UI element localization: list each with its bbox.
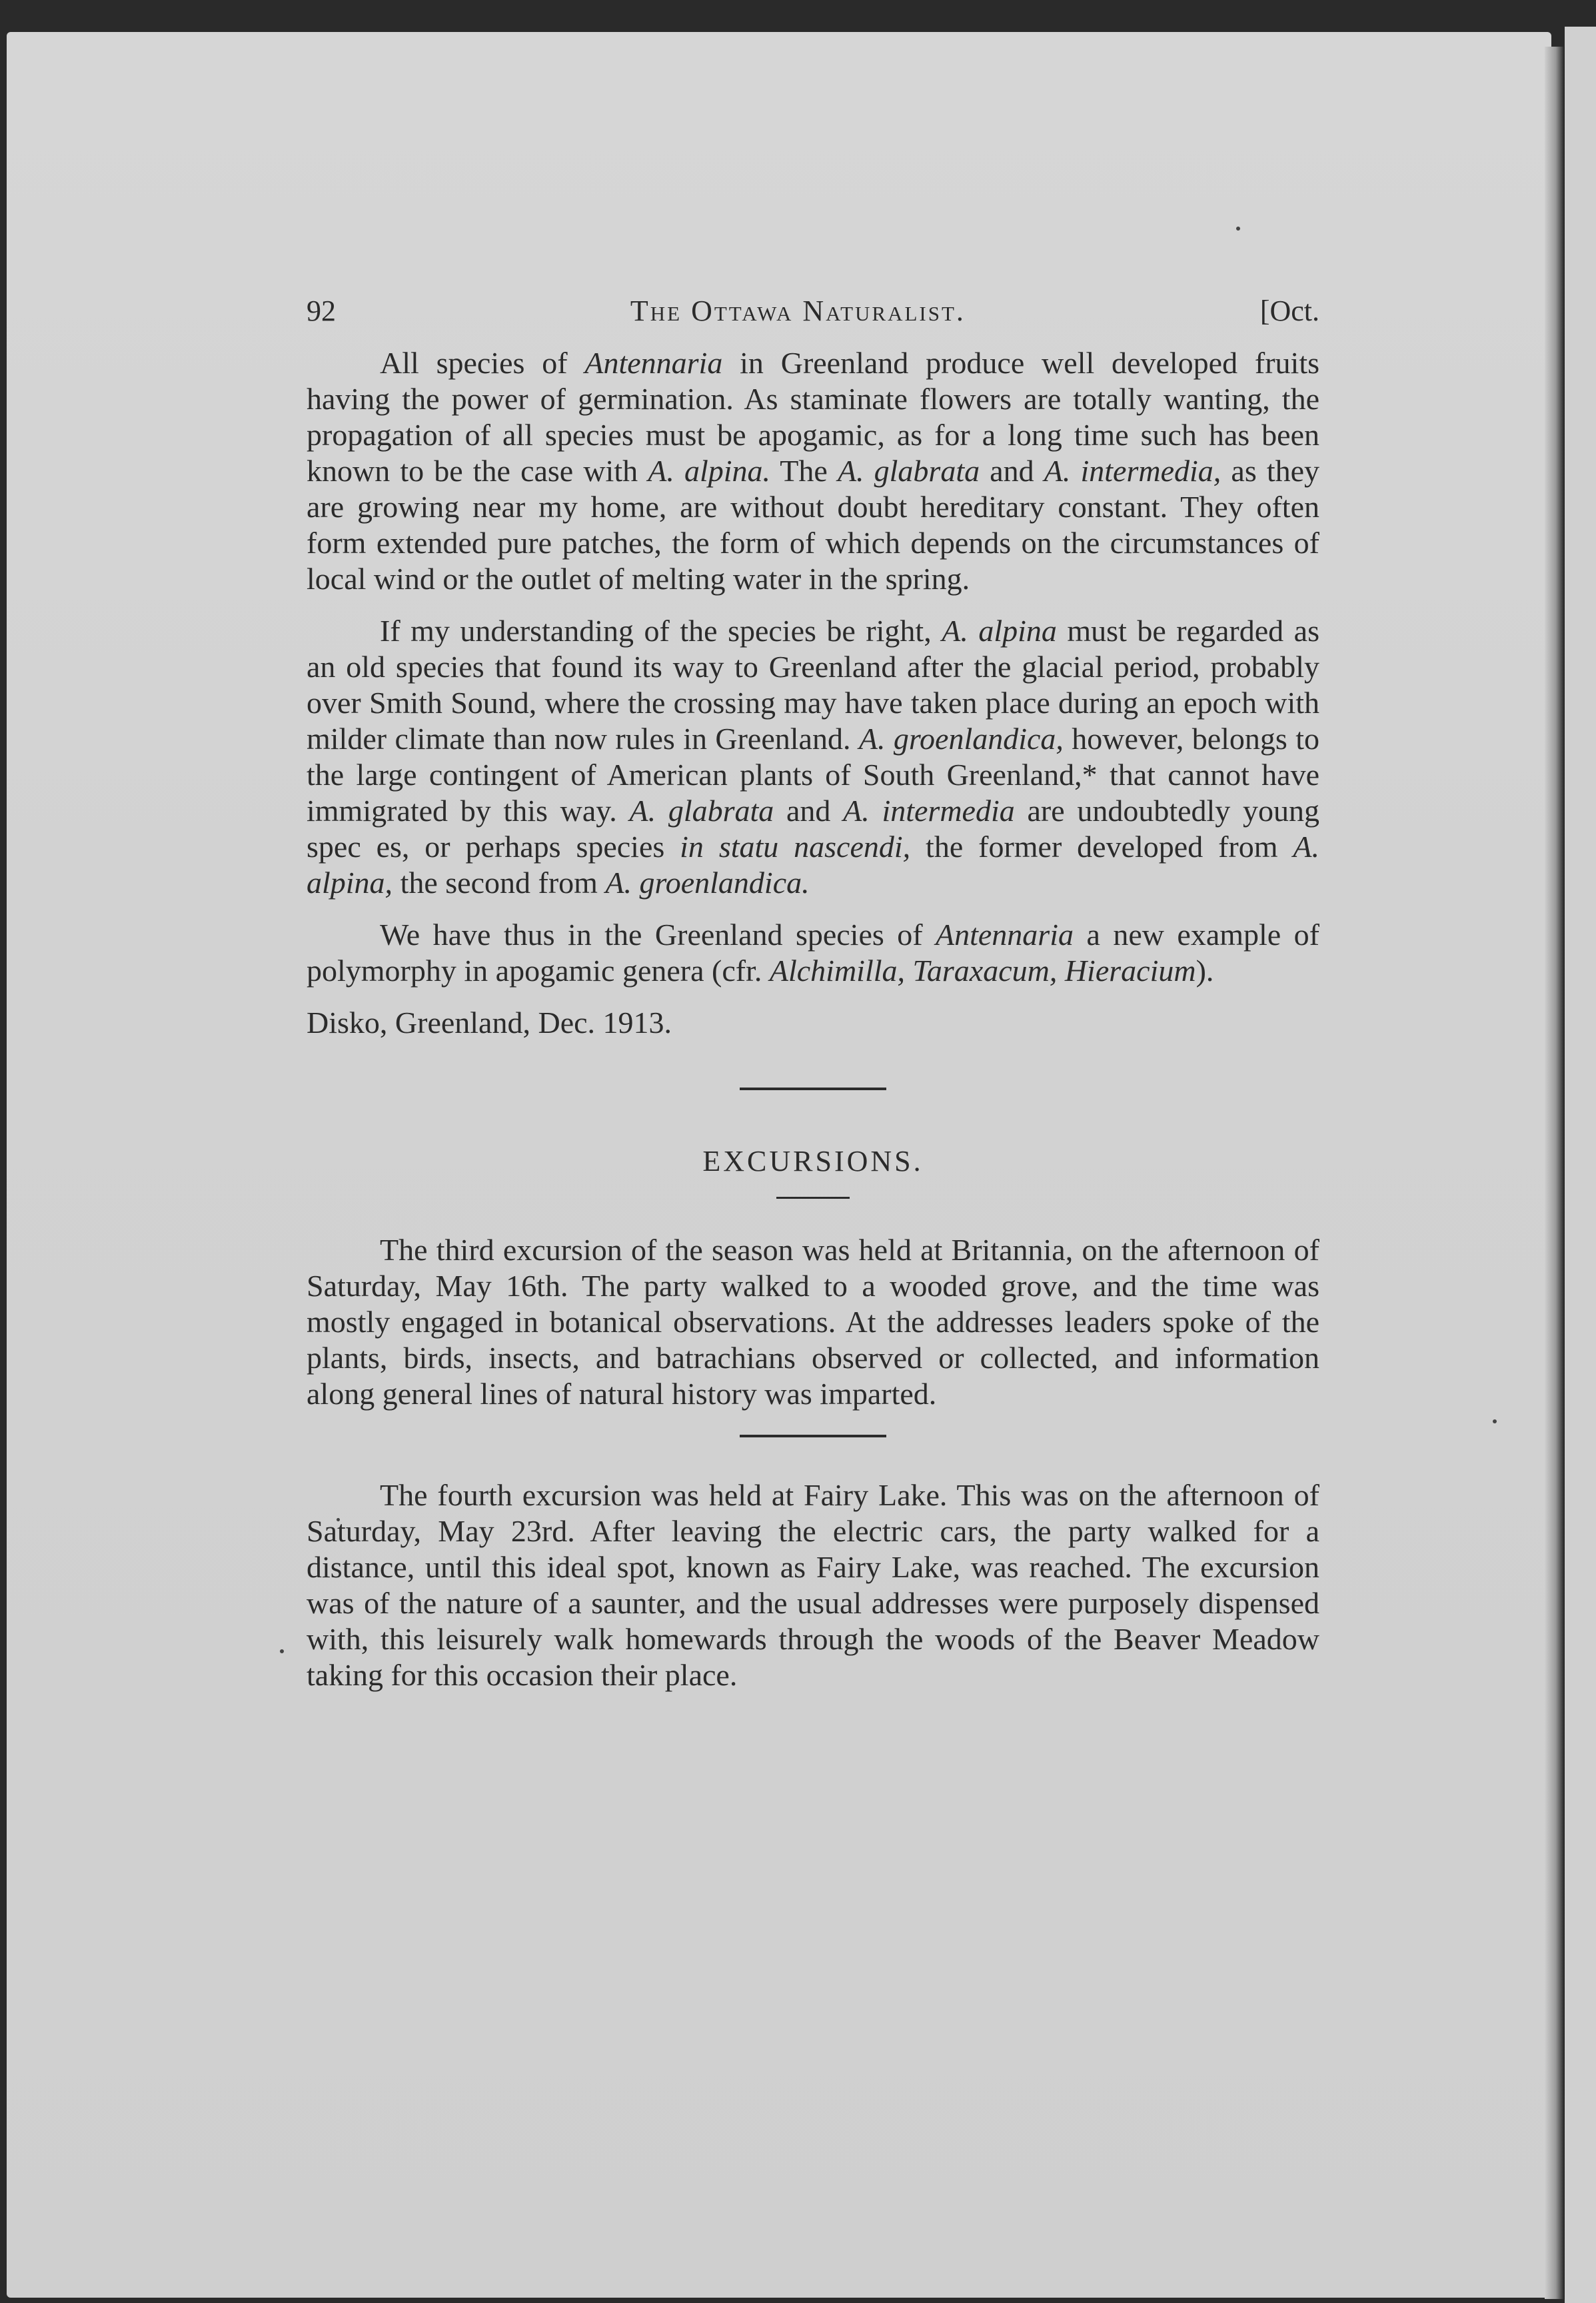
paragraph-fourth-excursion: The fourth excursion was held at Fairy Lake. This was on the afternoon of Saturday, May 23rd. After leaving the electric cars, the party walked for a distance, until this ideal spot, known as Fairy Lake, was reached. The excursion was of the nature of a saunter, and the usual addresses were purposely dispensed with, this leisurely walk homewards through the woods of the Beaver Meadow taking for this occasion their place. <box>307 1478 1319 1692</box>
text-run: and <box>980 454 1044 488</box>
paragraph-polymorphy <box>307 917 1319 989</box>
italic-run: A. alpina, <box>307 830 1319 900</box>
paragraph-species-origin <box>307 613 1319 901</box>
journal-title: The Ottawa Naturalist. <box>630 295 966 327</box>
text-run: must be regarded as an old species that found its way to Greenland after the glacial period, probably over Smith Sound, where the crossing may have taken place during an epoch with milder climate than now rules in Greenland. <box>307 614 1319 756</box>
text-run: If my understanding of the species be right, <box>380 614 942 648</box>
italic-run: A. alpina. <box>648 454 771 488</box>
paragraph-third-excursion: The third excursion of the season was held at Britannia, on the afternoon of Saturday, May 16th. The party walked to a wooded grove, and the time was mostly engaged in botanical observations. At the addresses leaders spoke of the plants, birds, insects, and batrachians observed or collected, and information along general lines of natural history was imparted. <box>307 1233 1319 1411</box>
italic-run: Antennaria <box>584 346 723 380</box>
page-content <box>307 293 1319 1709</box>
issue-label: [Oct. <box>1259 295 1319 327</box>
italic-run: A. groenlandica, <box>858 722 1064 756</box>
section-title: EXCURSIONS. <box>702 1145 924 1177</box>
dust-speck <box>1236 227 1240 231</box>
place-date-line: Disko, Greenland, Dec. 1913. <box>307 1006 672 1040</box>
text-run: The <box>770 454 838 488</box>
dust-speck <box>1493 1419 1497 1423</box>
italic-run: A. groenlandica. <box>605 866 810 900</box>
italic-run: A. intermedia <box>843 794 1015 828</box>
text-run: a new example of polymorphy in apogamic genera (cfr. <box>307 918 1320 988</box>
text-run: All species of <box>380 346 585 380</box>
text-run: and <box>774 794 844 828</box>
italic-run: A. glabrata <box>837 454 980 488</box>
paragraph-antennaria-species <box>307 345 1319 597</box>
text-run: in Greenland produce well developed fruits having the power of germination. As staminate flowers are totally wanting, the propagation of all species must be apogamic, as for a long time such has been known to be the case with <box>307 346 1319 488</box>
text-run: are undoubtedly young spec es, or perhaps species <box>307 794 1320 864</box>
dust-speck <box>280 1649 284 1653</box>
text-run: however, belongs to the large contingent of American plants of South Greenland,* that cannot have immigrated by this way. <box>307 722 1319 828</box>
page-edge-shadow <box>1545 47 1565 2299</box>
text-run: We have thus in the Greenland species of <box>380 918 936 952</box>
title-underline <box>776 1197 850 1199</box>
text-run: ). <box>1196 954 1214 988</box>
text-run: the former developed from <box>910 830 1293 864</box>
italic-run: A. glabrata <box>629 794 774 828</box>
next-page-strip <box>1565 27 1596 2303</box>
paragraph-divider <box>740 1435 886 1437</box>
italic-run: Antennaria <box>936 918 1074 952</box>
italic-run: Alchimilla, Taraxacum, Hieracium <box>769 954 1196 988</box>
text-run: the second from <box>393 866 606 900</box>
running-header <box>307 293 1319 329</box>
italic-run: in statu nascendi, <box>680 830 911 864</box>
italic-run: A. alpina <box>942 614 1057 648</box>
section-divider <box>740 1088 886 1090</box>
text-run: as they are growing near my home, are without doubt hereditary constant. They often form extended pure patches, the form of which depends on the circumstances of local wind or the outlet of melting water in the spring. <box>307 454 1320 596</box>
italic-run: A. intermedia, <box>1044 454 1221 488</box>
page-number: 92 <box>307 295 336 327</box>
